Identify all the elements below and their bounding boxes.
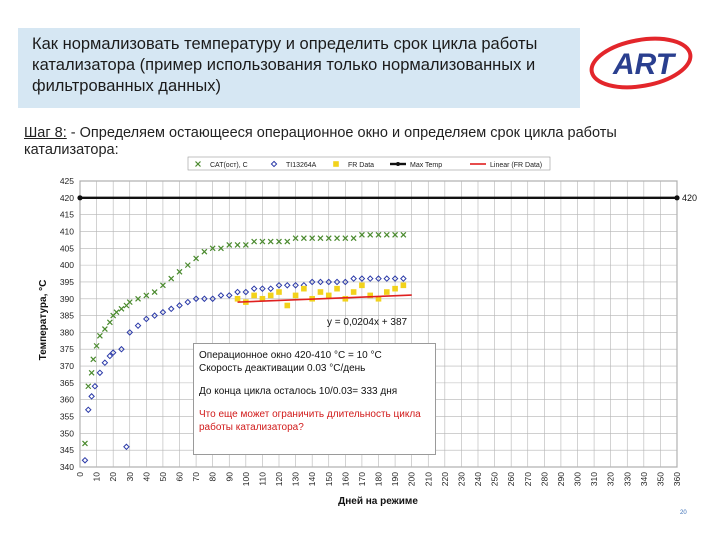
x-tick-label: 130 bbox=[290, 472, 301, 487]
max-temp-point bbox=[77, 195, 82, 200]
x-tick-label: 270 bbox=[522, 472, 533, 487]
legend-swatch-dot bbox=[396, 162, 400, 166]
x-tick-label: 350 bbox=[655, 472, 666, 487]
x-tick-label: 70 bbox=[191, 472, 202, 482]
trendline-equation: y = 0,0204x + 387 bbox=[327, 317, 408, 328]
x-tick-label: 210 bbox=[423, 472, 434, 487]
x-tick-label: 160 bbox=[340, 472, 351, 487]
x-tick-label: 10 bbox=[91, 472, 102, 482]
y-tick-label: 415 bbox=[59, 209, 74, 220]
y-tick-label: 410 bbox=[59, 226, 74, 237]
y-tick-label: 390 bbox=[59, 293, 74, 304]
y-tick-label: 375 bbox=[59, 344, 74, 355]
info-rate-line: Скорость деактивации 0.03 °C/день bbox=[199, 363, 366, 374]
x-tick-label: 40 bbox=[141, 472, 152, 482]
x-tick-label: 260 bbox=[506, 472, 517, 487]
x-tick-label: 290 bbox=[555, 472, 566, 487]
x-tick-label: 170 bbox=[356, 472, 367, 487]
page-number: 20 bbox=[680, 510, 687, 516]
x-axis-label: Дней на режиме bbox=[338, 496, 418, 507]
y-tick-label: 400 bbox=[59, 260, 74, 271]
legend-label: FR Data bbox=[348, 162, 375, 169]
fr-point bbox=[401, 283, 407, 289]
y-tick-label: 385 bbox=[59, 310, 74, 321]
x-tick-label: 340 bbox=[638, 472, 649, 487]
x-tick-label: 320 bbox=[605, 472, 616, 487]
fr-point bbox=[334, 286, 340, 292]
fr-point bbox=[351, 289, 357, 295]
y-tick-label: 405 bbox=[59, 243, 74, 254]
legend-label: CAT(ост), C bbox=[210, 162, 248, 169]
x-tick-label: 0 bbox=[75, 472, 85, 477]
legend-label: Linear (FR Data) bbox=[490, 162, 543, 169]
max-temp-point bbox=[674, 195, 679, 200]
y-tick-label: 350 bbox=[59, 428, 74, 439]
x-tick-label: 280 bbox=[539, 472, 550, 487]
fr-point bbox=[318, 289, 324, 295]
x-tick-label: 300 bbox=[572, 472, 583, 487]
x-tick-label: 140 bbox=[307, 472, 318, 487]
fr-point bbox=[384, 289, 390, 295]
slide-title: Как нормализовать температуру и определить срок цикла работы катализатора (пример использования только нормализованных и фильтрованных данных) bbox=[32, 35, 538, 95]
max-temp-annotation: 420 bbox=[682, 192, 698, 203]
x-tick-label: 360 bbox=[672, 472, 682, 487]
y-tick-label: 340 bbox=[59, 462, 74, 472]
x-tick-label: 100 bbox=[240, 472, 251, 487]
fr-point bbox=[343, 296, 349, 302]
y-tick-label: 425 bbox=[59, 176, 74, 186]
step-text: - Определяем остающееся операционное окно и определяем срок цикла работы катализатора: bbox=[24, 125, 617, 158]
x-tick-label: 30 bbox=[124, 472, 135, 482]
logo-text: ART bbox=[613, 48, 675, 81]
x-tick-label: 150 bbox=[323, 472, 334, 487]
x-tick-label: 90 bbox=[224, 472, 235, 482]
step-label: Шаг 8: bbox=[24, 125, 67, 141]
fr-point bbox=[235, 296, 241, 302]
y-tick-label: 395 bbox=[59, 276, 74, 287]
chart-legend bbox=[188, 157, 550, 170]
fr-point bbox=[284, 303, 290, 309]
x-tick-label: 50 bbox=[157, 472, 168, 482]
x-tick-label: 200 bbox=[406, 472, 417, 487]
x-tick-label: 20 bbox=[108, 472, 119, 482]
x-tick-label: 330 bbox=[622, 472, 633, 487]
fr-point bbox=[268, 293, 274, 299]
fr-point bbox=[301, 286, 307, 292]
x-tick-label: 240 bbox=[473, 472, 483, 487]
fr-point bbox=[293, 293, 299, 299]
y-tick-label: 360 bbox=[59, 394, 74, 405]
x-tick-label: 190 bbox=[390, 472, 401, 487]
info-box bbox=[193, 343, 436, 455]
x-tick-label: 60 bbox=[174, 472, 185, 482]
y-tick-label: 345 bbox=[59, 445, 74, 456]
x-tick-label: 230 bbox=[456, 472, 467, 487]
fr-point bbox=[251, 293, 257, 299]
y-tick-label: 380 bbox=[59, 327, 74, 338]
x-tick-label: 250 bbox=[489, 472, 500, 487]
y-tick-label: 355 bbox=[59, 411, 74, 422]
info-window-line: Операционное окно 420-410 °C = 10 °C bbox=[199, 350, 382, 361]
legend-label: TI13264A bbox=[286, 162, 317, 169]
y-tick-label: 365 bbox=[59, 377, 74, 388]
x-tick-label: 120 bbox=[274, 472, 284, 487]
y-axis-label: Температура, °C bbox=[38, 279, 49, 361]
x-tick-label: 180 bbox=[373, 472, 384, 487]
y-tick-label: 370 bbox=[59, 361, 74, 372]
fr-point bbox=[392, 286, 398, 292]
x-tick-label: 80 bbox=[207, 472, 218, 482]
y-tick-label: 420 bbox=[59, 192, 74, 203]
info-question: Что еще может ограничить длительность цикла работы катализатора? bbox=[199, 409, 421, 433]
fr-point bbox=[276, 289, 282, 295]
fr-point bbox=[359, 283, 365, 289]
legend-label: Max Temp bbox=[410, 162, 443, 169]
info-remaining-line: До конца цикла осталось 10/0.03= 333 дня bbox=[199, 386, 398, 397]
x-tick-label: 310 bbox=[589, 472, 600, 487]
x-tick-label: 110 bbox=[257, 472, 268, 486]
x-tick-label: 220 bbox=[439, 472, 450, 487]
fr-point bbox=[326, 293, 332, 299]
legend-swatch bbox=[333, 161, 339, 167]
